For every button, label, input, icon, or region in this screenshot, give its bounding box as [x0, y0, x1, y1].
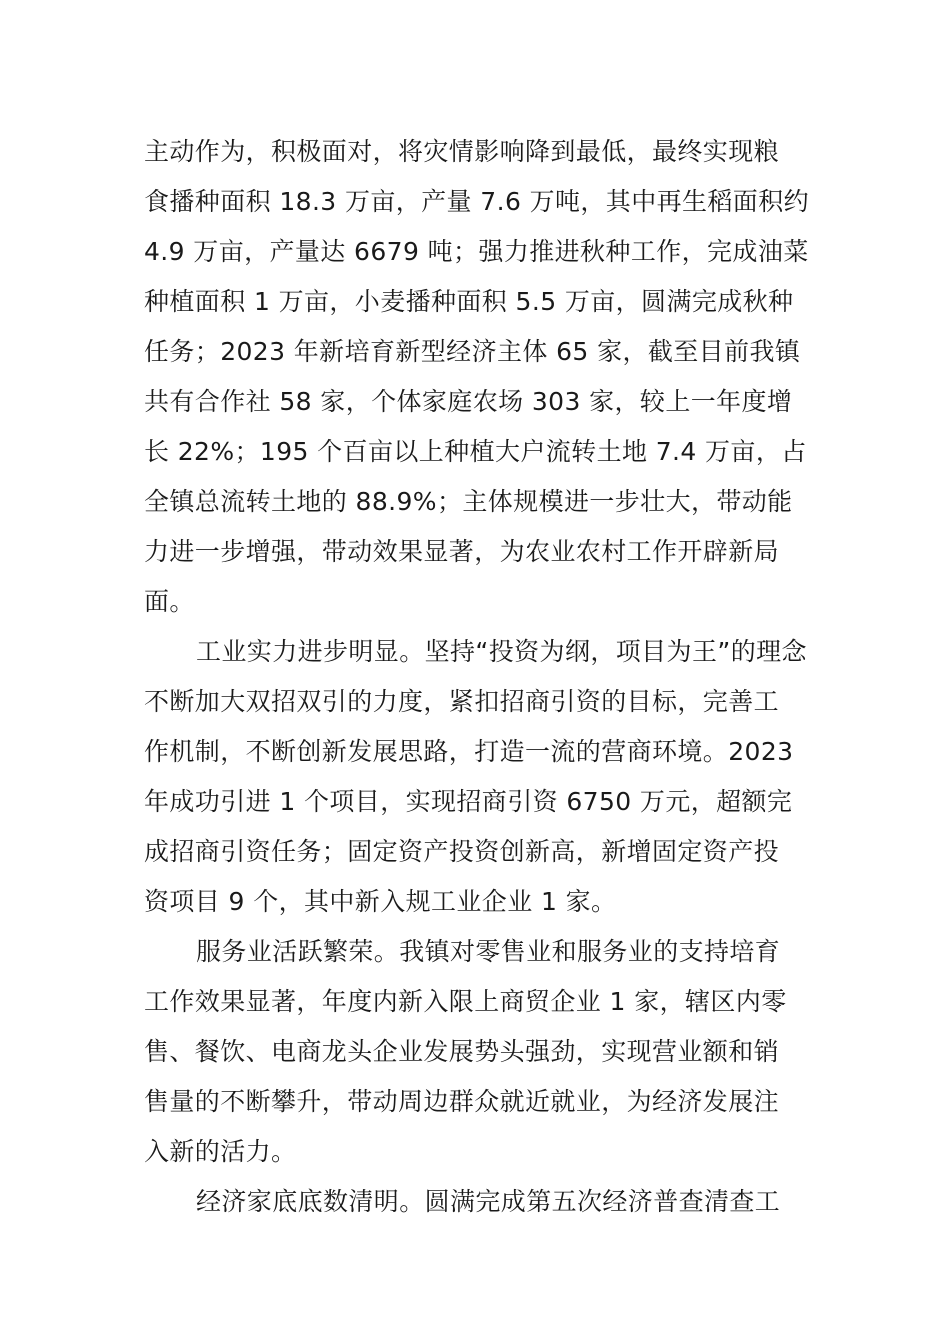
text-line: 不断加大双招双引的力度，紧扣招商引资的目标，完善工	[144, 687, 780, 716]
paragraph-first-line: 经济家底底数清明。圆满完成第五次经济普查清查工	[196, 1187, 781, 1216]
text-line: 成招商引资任务；固定资产投资创新高，新增固定资产投	[144, 837, 780, 866]
text-line: 任务；2023 年新培育新型经济主体 65 家，截至目前我镇	[144, 337, 801, 366]
paragraph-first-line: 工业实力进步明显。坚持“投资为纲，项目为王”的理念	[196, 637, 807, 666]
text-line: 作机制，不断创新发展思路，打造一流的营商环境。2023	[144, 737, 794, 766]
text-line: 4.9 万亩，产量达 6679 吨；强力推进秋种工作，完成油菜	[144, 237, 809, 266]
text-line: 力进一步增强，带动效果显著，为农业农村工作开辟新局	[144, 537, 780, 566]
text-line: 面。	[144, 587, 195, 616]
text-line: 共有合作社 58 家，个体家庭农场 303 家，较上一年度增	[144, 387, 793, 416]
text-line: 主动作为，积极面对，将灾情影响降到最低，最终实现粮	[144, 137, 780, 166]
text-line: 售、餐饮、电商龙头企业发展势头强劲，实现营业额和销	[144, 1037, 780, 1066]
text-line: 种植面积 1 万亩，小麦播种面积 5.5 万亩，圆满完成秋种	[144, 287, 794, 316]
text-line: 年成功引进 1 个项目，实现招商引资 6750 万元，超额完	[144, 787, 793, 816]
document-body	[144, 127, 824, 1227]
text-line: 食播种面积 18.3 万亩，产量 7.6 万吨，其中再生稻面积约	[144, 187, 810, 216]
text-line: 资项目 9 个，其中新入规工业企业 1 家。	[144, 887, 617, 916]
paragraph-first-line: 服务业活跃繁荣。我镇对零售业和服务业的支持培育	[196, 937, 781, 966]
text-line: 长 22%；195 个百亩以上种植大户流转土地 7.4 万亩，占	[144, 437, 807, 466]
text-line: 售量的不断攀升，带动周边群众就近就业，为经济发展注	[144, 1087, 780, 1116]
text-line: 全镇总流转土地的 88.9%；主体规模进一步壮大，带动能	[144, 487, 793, 516]
text-line: 工作效果显著，年度内新入限上商贸企业 1 家，辖区内零	[144, 987, 787, 1016]
text-line: 入新的活力。	[144, 1137, 297, 1166]
